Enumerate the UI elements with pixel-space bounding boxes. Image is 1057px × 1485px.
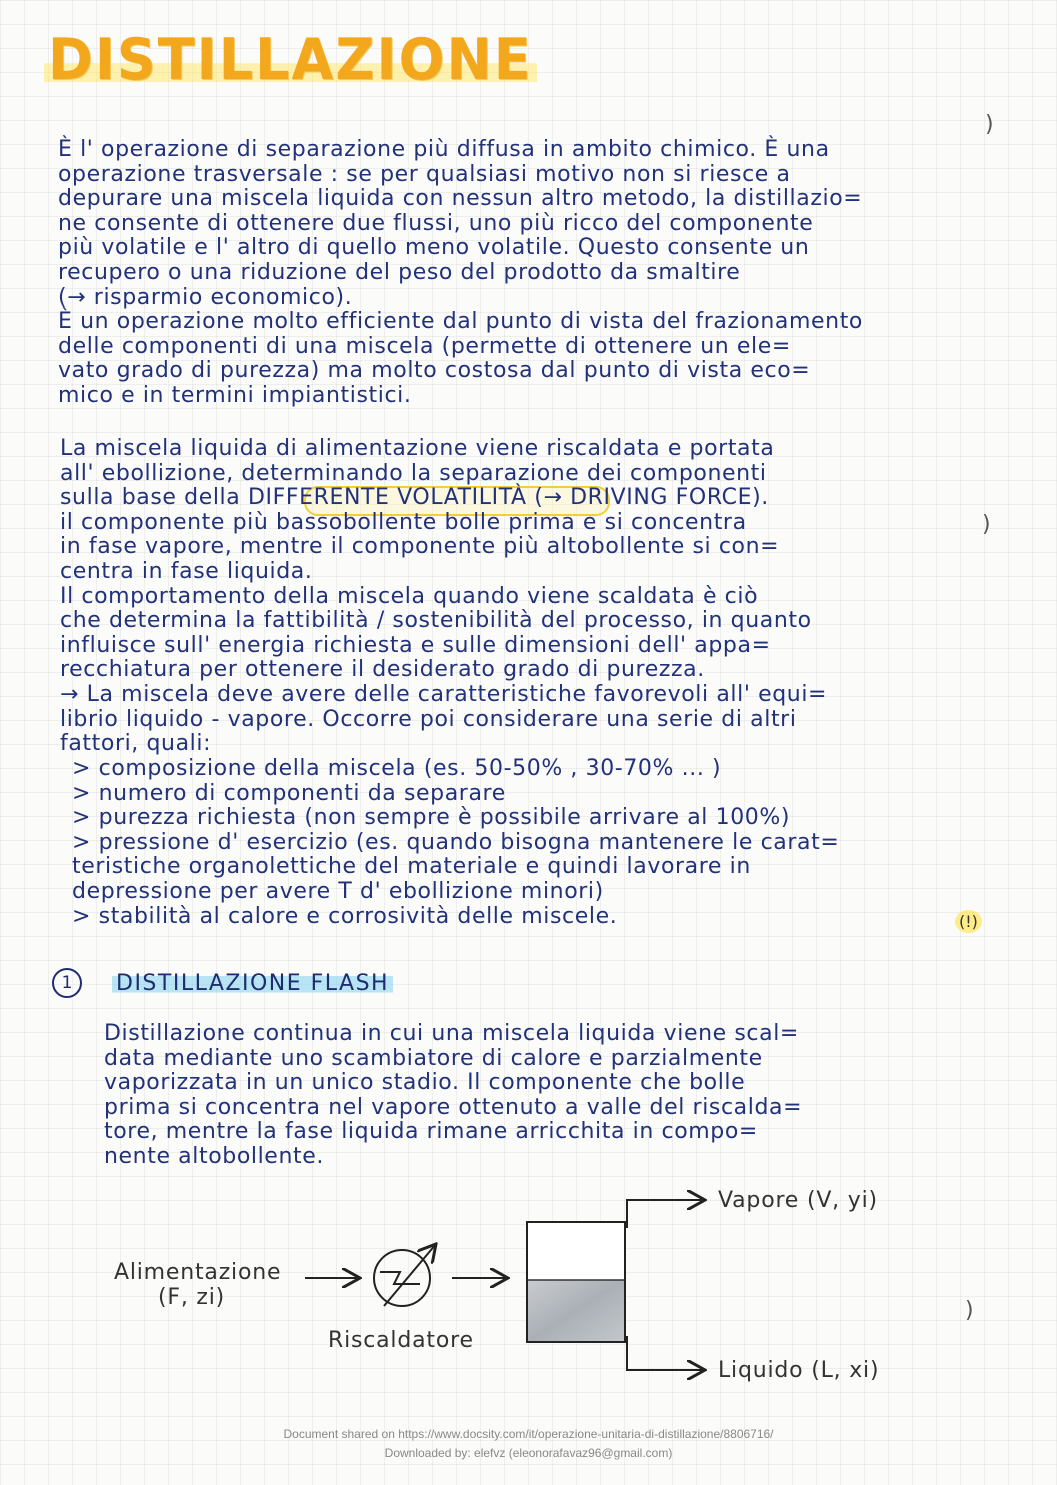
footer-shared: Document shared on https://www.docsity.com/it/operazione-unitaria-di-distillazione/8806716/ [283, 1427, 774, 1441]
flash-diagram [0, 1180, 1057, 1400]
footer-downloaded: Downloaded by: elefvz (eleonorafavaz96@gmail.com) [384, 1446, 673, 1460]
liquid-outlet [627, 1336, 705, 1370]
section-number: 1 [52, 968, 82, 998]
liquid-label: Liquido (L, xi) [718, 1358, 880, 1383]
margin-bracket-1: ) [985, 112, 994, 137]
liquid-phase [528, 1280, 624, 1341]
list-item: > composizione della miscela (es. 50-50% , 30-70% ... ) [72, 756, 722, 781]
list-item: > purezza richiesta (non sempre è possibile arrivare al 100%) [72, 805, 791, 831]
attention-note: (!) [955, 910, 982, 933]
margin-bracket-3: ) [965, 1298, 974, 1323]
list-item: > stabilità al calore e corrosività delle miscele. [72, 903, 618, 929]
factors-list [72, 757, 1002, 929]
feed-label: Alimentazione [114, 1260, 282, 1285]
heater-icon [374, 1250, 430, 1306]
vapor-label: Vapore (V, yi) [718, 1188, 878, 1213]
heater-label: Riscaldatore [328, 1328, 474, 1353]
vapor-outlet [627, 1200, 705, 1228]
flash-paragraph: Distillazione continua in cui una miscela liquida viene scal= data mediante uno scambiatore di calore e parzialmente vaporizzata in un unico stadio. Il componente che bolle prima si concentra nel vapore ottenuto a valle del riscalda= tore, mentre la fase liquida rimane arricchita in compo= nente altobollente. [104, 1021, 803, 1169]
section-title: DISTILLAZIONE FLASH [112, 971, 393, 996]
list-item: > pressione d' esercizio (es. quando bisogna mantenere le carat= teristiche organolettiche del materiale e quindi lavorare in depressione per avere T d' ebollizione minori) [72, 829, 840, 904]
feed-variables: (F, zi) [158, 1285, 226, 1310]
section-header [52, 968, 393, 998]
process-paragraph: La miscela liquida di alimentazione viene riscaldata e portata all' ebollizione, determinando la separazione dei componenti sulla base della DIFFERENTE VOLATILITÀ (→ DRIVING FORCE). il componente più bassobollente bolle prima e si concentra in fase vapore, mentre il componente più altobollente si con= centra in fase liquida. Il comportamento della miscela quando viene scaldata è ciò che determina la fattibilità / sostenibilità del processo, in quanto influisce sull' energia richiesta e sulle dimensioni dell' appa= recchiatura per ottenere il desiderato grado di purezza. → La miscela deve avere delle caratteristiche favorevoli all' equi= librio liquido - vapore. Occorre poi considerare una serie di altri fattori, quali: [60, 436, 828, 757]
margin-bracket-2: ) [982, 512, 991, 537]
intro-paragraph: È l' operazione di separazione più diffusa in ambito chimico. È una operazione trasversale : se per qualsiasi motivo non si riesce a depurare una miscela liquida con nessun altro metodo, la distillazio= ne consente di ottenere due flussi, uno più ricco del componente più volatile e l' altro di quello meno volatile. Questo consente un recupero o una riduzione del peso del prodotto da smaltire (→ risparmio economico). È un operazione molto efficiente dal punto di vista del frazionamento delle componenti di una miscela (permette di ottenere un ele= vato grado di purezza) ma molto costosa dal punto di vista eco= mico e in termini impiantistici. [58, 137, 863, 408]
page-title: DISTILLAZIONE [48, 26, 533, 93]
list-item: > numero di componenti da separare [72, 780, 506, 806]
